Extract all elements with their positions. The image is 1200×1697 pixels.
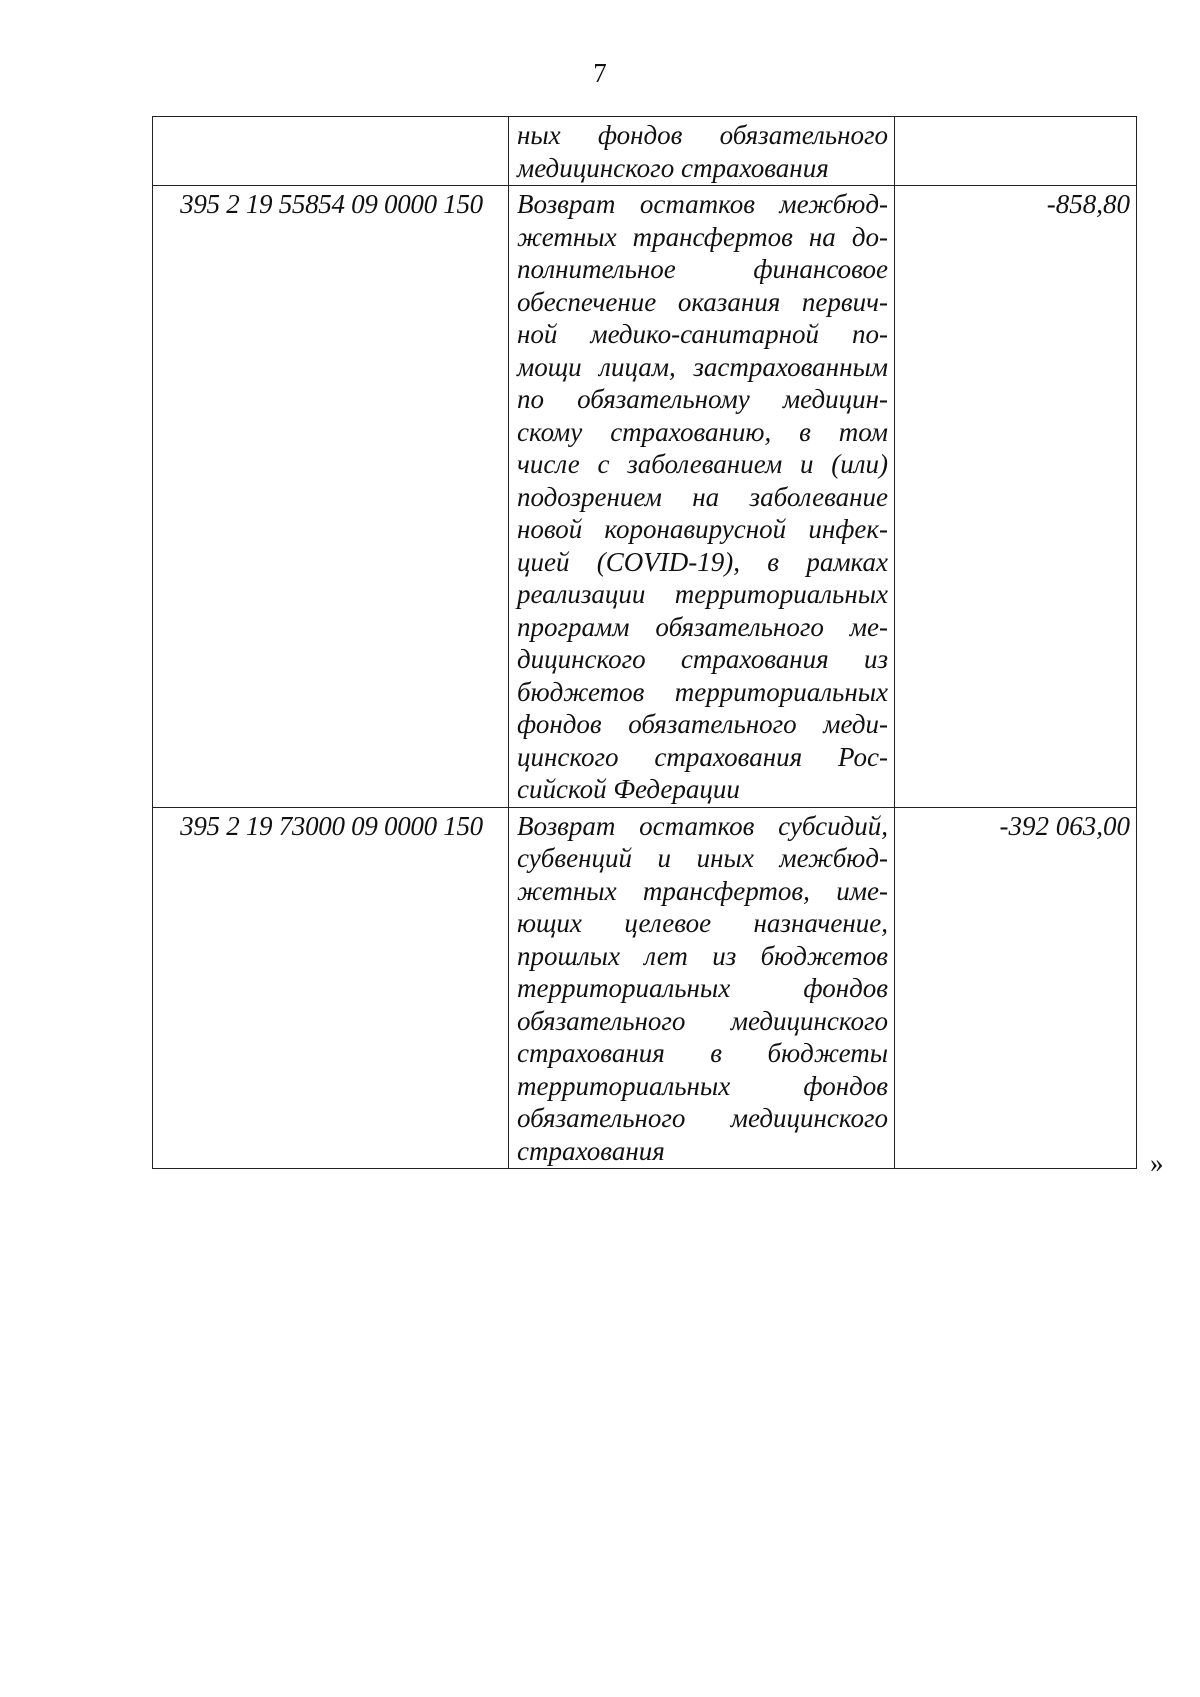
row-1-desc-line: ной медико-санитарной по-	[517, 319, 888, 349]
row-1-desc-line: новой коронавирусной инфек-	[517, 514, 888, 544]
row-1-amount: -858,80	[895, 186, 1137, 808]
page-number: 7	[593, 58, 607, 88]
row-2-desc-line: Возврат остатков субсидий,	[517, 810, 888, 841]
row-1-desc-line: жетных трансфертов на до-	[517, 221, 888, 252]
row-2-desc-line: территориальных фондов	[517, 973, 888, 1003]
row-1-desc-line: цинского страхования Рос-	[517, 741, 888, 772]
row-1-desc-line: мощи лицам, застрахованным	[517, 351, 888, 382]
row-1-desc-line: цией (COVID-19), в рамках	[517, 546, 888, 577]
row-1-desc-line: скому страхованию, в том	[517, 416, 888, 447]
row-0-desc-line: медицинского страхования	[517, 152, 829, 183]
row-0-amount	[895, 117, 1137, 186]
budget-return-table	[152, 116, 1137, 1169]
row-1-code: 395 2 19 55854 09 0000 150	[153, 186, 509, 808]
row-1-desc-line: программ обязательного ме-	[517, 611, 888, 642]
row-2-desc-line: обязательного медицинского	[517, 1103, 888, 1133]
row-2-desc-line: обязательного медицинского	[517, 1005, 888, 1036]
row-1-desc-line: бюджетов территориальных	[517, 676, 888, 707]
row-0-code	[153, 117, 509, 186]
table-row	[153, 186, 1137, 808]
row-1-desc-line: числе с заболеванием и (или)	[517, 449, 888, 479]
row-2-desc-line: страхования в бюджеты	[517, 1038, 888, 1068]
row-2-desc-line: субвенций и иных межбюд-	[517, 843, 888, 873]
row-2-amount: -392 063,00	[895, 807, 1137, 1169]
row-2-code: 395 2 19 73000 09 0000 150	[153, 807, 509, 1169]
closing-quote-mark: »	[1150, 1148, 1164, 1178]
row-1-desc-line: подозрением на заболевание	[517, 481, 888, 512]
row-1-desc-line: Возврат остатков межбюд-	[517, 189, 888, 219]
row-2-desc-line: ющих целевое назначение,	[517, 908, 888, 938]
row-2-description	[509, 807, 895, 1169]
row-2-desc-line: прошлых лет из бюджетов	[517, 940, 888, 971]
table-row	[153, 807, 1137, 1169]
row-1-desc-line: фондов обязательного меди-	[517, 709, 888, 739]
row-1-desc-line: реализации территориальных	[517, 579, 888, 609]
row-1-description	[509, 186, 895, 808]
row-1-desc-line: по обязательному медицин-	[517, 384, 888, 414]
row-0-desc-line: ных фондов обязательного	[517, 120, 888, 150]
row-1-desc-line: дицинского страхования из	[517, 644, 888, 674]
row-1-desc-line: сийской Федерации	[517, 774, 740, 804]
row-2-desc-line: страхования	[517, 1135, 665, 1166]
table-row	[153, 117, 1137, 186]
row-2-desc-line: территориальных фондов	[517, 1070, 888, 1101]
row-1-desc-line: обеспечение оказания первич-	[517, 286, 888, 317]
row-1-desc-line: полнительное финансовое	[517, 254, 888, 284]
row-0-description	[509, 117, 895, 186]
row-2-desc-line: жетных трансфертов, име-	[517, 875, 888, 906]
